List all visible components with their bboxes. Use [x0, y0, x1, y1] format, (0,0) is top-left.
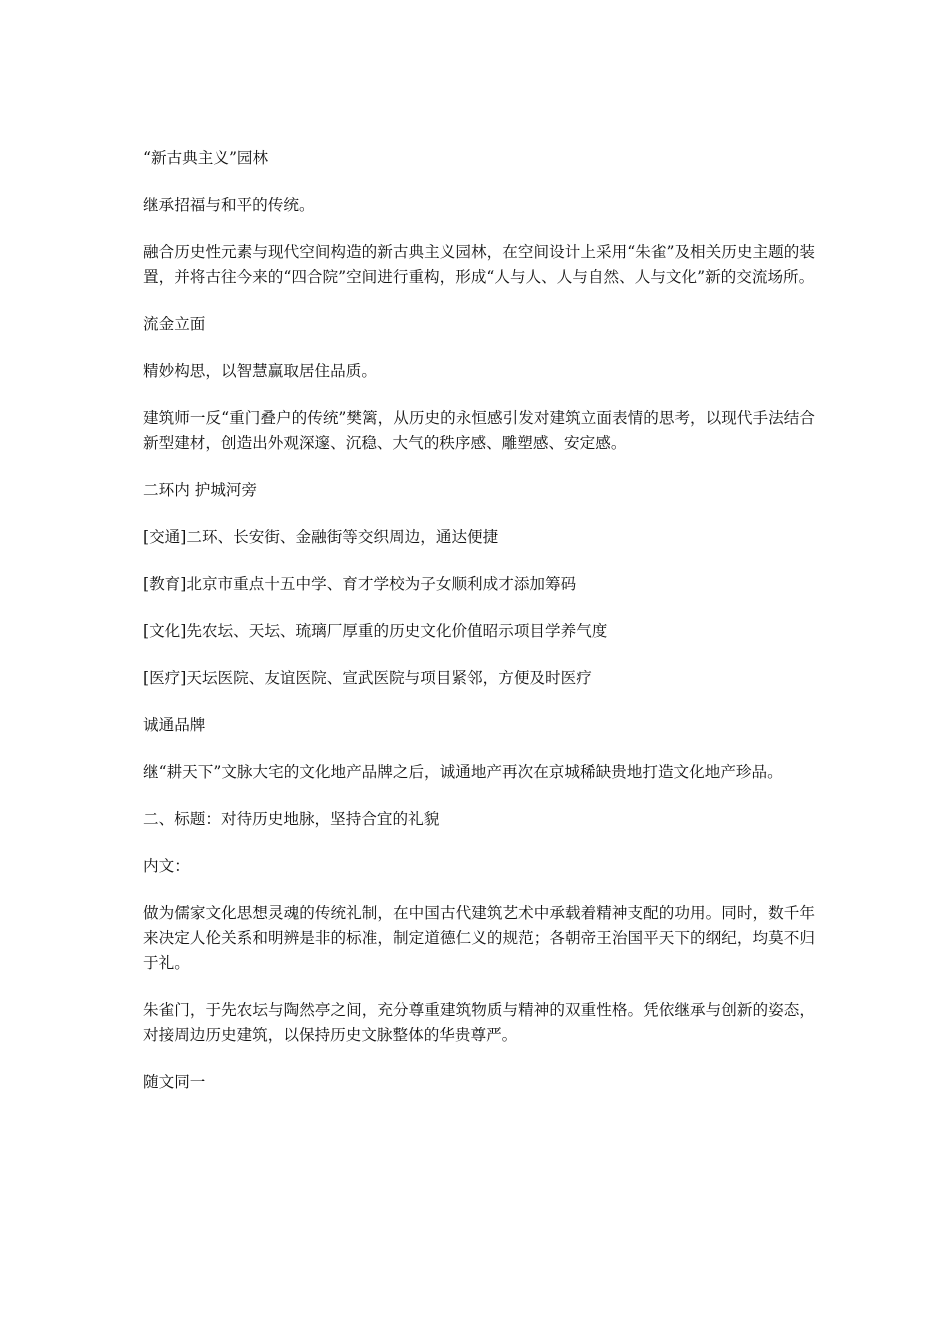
facade-description: 建筑师一反“重门叠户的传统”樊篱，从历史的永恒感引发对建筑立面表情的思考，以现代手法结合新型建材，创造出外观深邃、沉稳、大气的秩序感、雕塑感、安定感。 — [143, 409, 815, 452]
location-education: [教育]北京市重点十五中学、育才学校为子女顺利成才添加筹码 — [143, 575, 577, 593]
location-traffic: [交通]二环、长安街、金融街等交织周边，通达便捷 — [143, 528, 499, 546]
heading-neoclassical-garden: “新古典主义”园林 — [143, 149, 269, 167]
location-culture: [文化]先农坛、天坛、琉璃厂厚重的历史文化价值昭示项目学养气度 — [143, 622, 608, 640]
heading-golden-facade: 流金立面 — [143, 315, 206, 333]
body-label: 内文： — [143, 857, 190, 875]
garden-tagline: 继承招福与和平的传统。 — [143, 196, 315, 214]
body-paragraph-zhuquemen: 朱雀门，于先农坛与陶然亭之间，充分尊重建筑物质与精神的双重性格。凭依继承与创新的姿态，对接周边历史建筑，以保持历史文脉整体的华贵尊严。 — [143, 1001, 815, 1044]
document-page — [143, 146, 815, 1117]
heading-location: 二环内 护城河旁 — [143, 481, 258, 499]
trailing-text: 随文同一 — [143, 1073, 206, 1091]
brand-description: 继“耕天下”文脉大宅的文化地产品牌之后，诚通地产再次在京城稀缺贵地打造文化地产珍品。 — [143, 763, 783, 781]
facade-tagline: 精妙构思，以智慧赢取居住品质。 — [143, 362, 377, 380]
heading-brand: 诚通品牌 — [143, 716, 206, 734]
location-medical: [医疗]天坛医院、友谊医院、宣武医院与项目紧邻，方便及时医疗 — [143, 669, 592, 687]
section-two-title: 二、标题：对待历史地脉，坚持合宜的礼貌 — [143, 810, 440, 828]
body-paragraph-ritual: 做为儒家文化思想灵魂的传统礼制，在中国古代建筑艺术中承载着精神支配的功用。同时，数千年来决定人伦关系和明辨是非的标准，制定道德仁义的规范；各朝帝王治国平天下的纲纪，均莫不归于礼。 — [143, 904, 815, 972]
garden-description: 融合历史性元素与现代空间构造的新古典主义园林，在空间设计上采用“朱雀”及相关历史主题的装置，并将古往今来的“四合院”空间进行重构，形成“人与人、人与自然、人与文化”新的交流场所。 — [143, 243, 815, 286]
